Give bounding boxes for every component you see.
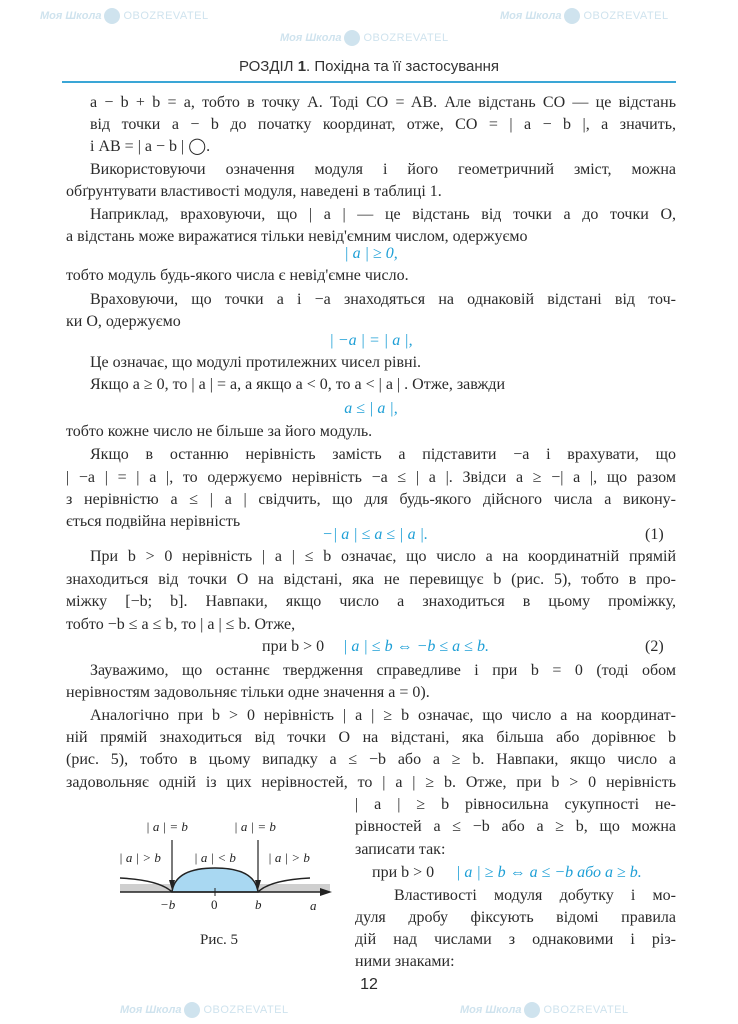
text-line: тобто кожне число не більше за його модуль.: [66, 423, 373, 440]
text-line: | −a | = | a |, то одержуємо нерівність −a ≤ | a |. Звідси a ≥ −| a |, що разом: [66, 469, 676, 486]
formula: | −a | = | a |,: [329, 332, 413, 349]
equation-number: (2): [645, 638, 664, 655]
tick-neg-b: −b: [160, 897, 176, 912]
text-line: при b > 0: [262, 638, 325, 655]
text-line: ній прямій знаходиться від точки O на відстані, яка більша або дорівнює b: [66, 729, 676, 746]
tick-b: b: [255, 897, 262, 912]
text-line: записати так:: [355, 841, 446, 858]
figure-caption: Рис. 5: [200, 932, 239, 948]
text-line: Властивості модуля добутку і мо-: [394, 887, 676, 904]
text-line: ється подвійна нерівність: [66, 513, 241, 530]
watermark: Моя Школа OBOZREVATEL: [120, 1002, 289, 1018]
header-rule: [62, 81, 676, 83]
watermark: Моя Школа OBOZREVATEL: [280, 30, 449, 46]
text-line: a − b + b = a, тобто в точку A. Тоді CO = AB. Але відстань CO — це відстань: [90, 94, 676, 111]
text-line: Аналогічно при b > 0 нерівність | a | ≥ b означає, що число a на координат-: [90, 707, 676, 724]
text-line: задовольняє одній із цих нерівностей, то | a | ≥ b. Отже, при b > 0 нерівність: [66, 774, 676, 791]
text-line: і AB = | a − b | ◯.: [90, 138, 211, 155]
text-line: тобто −b ≤ a ≤ b, то | a | ≤ b. Отже,: [66, 616, 296, 633]
text-line: тобто модуль будь-якого числа є невід'ємне число.: [66, 267, 409, 284]
text-line: а відстань може виражатися тільки невід'ємним числом, одержуємо: [66, 228, 528, 245]
text-line: від точки a − b до початку координат, отже, CO = | a − b |, а значить,: [90, 116, 676, 133]
label-gt-right: | a | > b: [268, 850, 310, 865]
text-line: ки O, одержуємо: [66, 313, 181, 330]
label-eq-right: | a | = b: [234, 819, 276, 834]
text-line: Якщо в останню нерівність замість a підставити −a і врахувати, що: [90, 446, 676, 463]
text-line: дуля дробу фіксують відомі правила: [355, 909, 676, 926]
text-line: ними знаками:: [355, 953, 455, 970]
running-header: РОЗДІЛ 1. Похідна та її застосування: [238, 58, 500, 75]
watermark: Моя Школа OBOZREVATEL: [460, 1002, 629, 1018]
formula-1: −| a | ≤ a ≤ | a |.: [322, 526, 428, 543]
axis-label: a: [310, 898, 317, 913]
watermark: Моя Школа OBOZREVATEL: [500, 8, 669, 24]
label-eq-left: | a | = b: [146, 819, 188, 834]
label-gt-left: | a | > b: [119, 850, 161, 865]
text-line: рівностей a ≤ −b або a ≥ b, що можна: [355, 818, 676, 835]
text-line: дій над числами з однаковими і різ-: [355, 931, 676, 948]
text-line: Зауважимо, що останнє твердження справедливе і при b = 0 (тоді обом: [90, 662, 676, 679]
text-line: | a | ≥ b рівносильна сукупності не-: [355, 796, 676, 813]
text-line: При b > 0 нерівність | a | ≤ b означає, що число a на координатній прямій: [90, 548, 676, 565]
page-number: 12: [360, 976, 378, 993]
text-line: Враховуючи, що точки a і −a знаходяться на однаковій відстані від точ-: [90, 291, 676, 308]
text-line: міжку [−b; b]. Навпаки, якщо число a знаходиться в цьому проміжку,: [66, 593, 676, 610]
text-line: Використовуючи означення модуля і його геометричний зміст, можна: [90, 161, 676, 178]
text-line: Це означає, що модулі протилежних чисел рівні.: [90, 354, 422, 371]
text-line: при b > 0: [372, 864, 435, 881]
formula: a ≤ | a |,: [344, 400, 398, 417]
text-line: з нерівністю a ≤ | a | свідчить, що для будь-якого дійсного числа a викону-: [66, 491, 676, 508]
watermark: Моя Школа OBOZREVATEL: [40, 8, 209, 24]
formula: | a | ≥ 0,: [344, 245, 398, 262]
text-line: Наприклад, враховуючи, що | a | — це відстань від точки a до точки O,: [90, 206, 676, 223]
formula: | a | ≥ b ⇔ a ≤ −b або a ≥ b.: [456, 864, 642, 881]
text-line: знаходиться від точки O на відстані, яка не перевищує b (рис. 5), тобто в про-: [66, 571, 676, 588]
text-line: нерівностям задовольняє тільки одне значення a = 0).: [66, 684, 430, 701]
text-line: (рис. 5), тобто в цьому випадку a ≤ −b або a ≥ b. Навпаки, якщо число a: [66, 751, 676, 768]
text-line: Якщо a ≥ 0, то | a | = a, а якщо a < 0, то a < | a | . Отже, завжди: [90, 376, 506, 393]
formula-2: | a | ≤ b ⇔ −b ≤ a ≤ b.: [343, 638, 489, 655]
figure-5-number-line: [110, 812, 340, 922]
tick-zero: 0: [211, 897, 218, 912]
text-line: обґрунтувати властивості модуля, наведені в таблиці 1.: [66, 183, 442, 200]
label-lt-mid: | a | < b: [194, 850, 236, 865]
equation-number: (1): [645, 526, 664, 543]
